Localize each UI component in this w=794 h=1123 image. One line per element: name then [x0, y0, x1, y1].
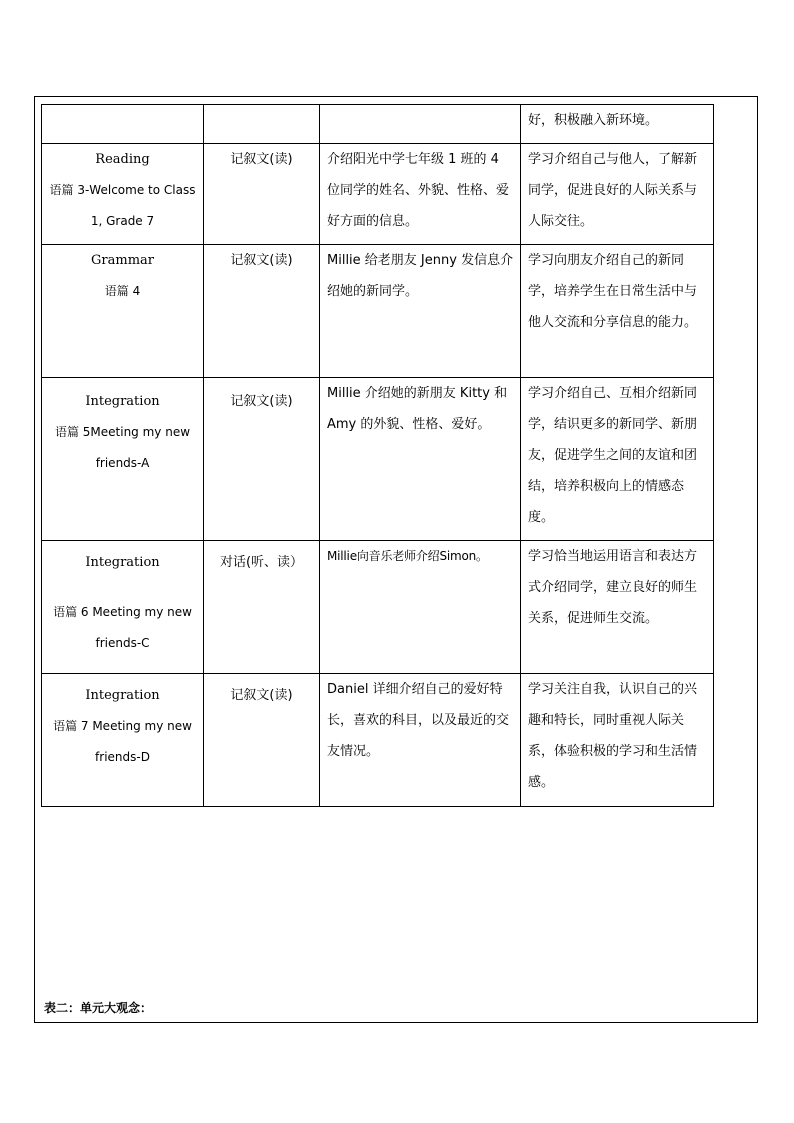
genre-cell: 对话(听、读） [204, 541, 320, 674]
content-cell [320, 105, 521, 144]
goal-cell: 学习恰当地运用语言和表达方式介绍同学，建立良好的师生关系，促进师生交流。 [521, 541, 714, 674]
content-cell: Millie向音乐老师介绍Simon。 [320, 541, 521, 674]
genre-cell: 记叙文(读) [204, 674, 320, 807]
table-row [42, 674, 714, 807]
table-row [42, 144, 714, 245]
table-row [42, 541, 714, 674]
text-cell [42, 144, 204, 245]
cell-line: friends-C [95, 636, 150, 650]
cell-line: 语篇 6 Meeting my new [53, 605, 192, 619]
cell-line: 语篇 7 Meeting my new [53, 719, 192, 733]
text-cell [42, 674, 204, 807]
spacer [42, 578, 203, 597]
content-cell: Millie 给老朋友 Jenny 发信息介绍她的新同学。 [320, 245, 521, 378]
cell-line: Reading [95, 152, 150, 167]
genre-cell: 记叙文(读) [204, 245, 320, 378]
content-cell: 介绍阳光中学七年级 1 班的 4 位同学的姓名、外貌、性格、爱好方面的信息。 [320, 144, 521, 245]
content-cell: Daniel 详细介绍自己的爱好特长，喜欢的科目，以及最近的交友情况。 [320, 674, 521, 807]
goal-cell: 学习向朋友介绍自己的新同学，培养学生在日常生活中与他人交流和分享信息的能力。 [521, 245, 714, 378]
goal-cell: 学习关注自我，认识自己的兴趣和特长，同时重视人际关系，体验积极的学习和生活情感。 [521, 674, 714, 807]
genre-cell: 记叙文(读) [204, 378, 320, 541]
cell-line: 语篇 3-Welcome to Class [49, 183, 196, 197]
section-heading: 表二：单元大观念： [44, 1001, 153, 1015]
goal-cell: 学习介绍自己、互相介绍新同学，结识更多的新同学、新朋友，促进学生之间的友谊和团结，培养积极向上的情感态度。 [521, 378, 714, 541]
table-row [42, 105, 714, 144]
lesson-table [41, 104, 714, 807]
content-cell: Millie 介绍她的新朋友 Kitty 和 Amy 的外貌、性格、爱好。 [320, 378, 521, 541]
text-cell [42, 245, 204, 378]
cell-line: 语篇 5Meeting my new [54, 425, 191, 439]
table-row [42, 378, 714, 541]
cell-line: friends-A [95, 456, 150, 470]
cell-line: Grammar [91, 253, 154, 268]
goal-cell: 学习介绍自己与他人，了解新同学，促进良好的人际关系与人际交往。 [521, 144, 714, 245]
goal-cell: 好，积极融入新环境。 [521, 105, 714, 144]
cell-line: Integration [85, 394, 160, 409]
genre-cell [204, 105, 320, 144]
table-row [42, 245, 714, 378]
text-cell [42, 541, 204, 674]
cell-line: 语篇 4 [104, 284, 141, 298]
cell-line: friends-D [95, 750, 150, 764]
cell-line: Integration [85, 555, 160, 570]
cell-line: Integration [85, 688, 160, 703]
genre-cell: 记叙文(读) [204, 144, 320, 245]
text-cell [42, 378, 204, 541]
text-cell [42, 105, 204, 144]
cell-line: 1, Grade 7 [90, 214, 155, 228]
